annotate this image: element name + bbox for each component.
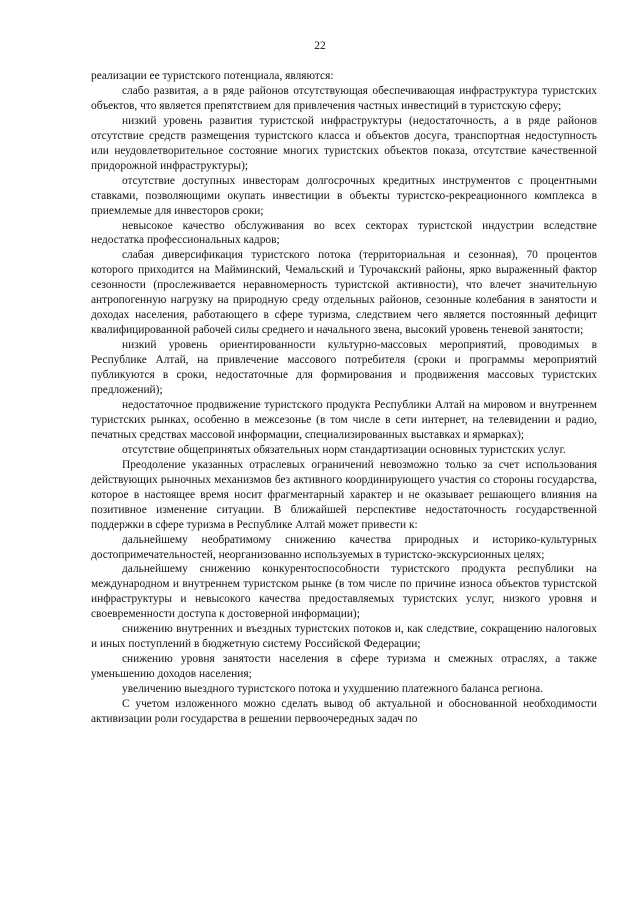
paragraph: слабо развитая, а в ряде районов отсутствующая обеспечивающая инфраструктура туристских объектов, что является препятствием для привлечения частных инвестиций в туристскую сферу; (91, 84, 597, 112)
paragraph: Преодоление указанных отраслевых ограничений невозможно только за счет использования действующих рыночных механизмов без активного координирующего участия со стороны государства, которое в настоящее время носит фрагментарный характер и не оказывает решающего влияния на позитивное изменение ситуации. В ближайшей перспективе недостаточность государственной поддержки в сфере туризма в Республике Алтай может привести к: (91, 458, 597, 531)
paragraph: недостаточное продвижение туристского продукта Республики Алтай на мировом и внутреннем туристских рынках, особенно в межсезонье (в том числе в сети интернет, на телевидении и радио, печатных средствах массовой информации, специализированных выставках и ярмарках); (91, 398, 597, 441)
paragraph: увеличению выездного туристского потока и ухудшению платежного баланса региона. (122, 683, 544, 696)
body-text (91, 69, 597, 727)
paragraph: отсутствие доступных инвесторам долгосрочных кредитных инструментов с процентными ставками, позволяющими окупать инвестиции в объекты туристско-рекреационного комплекса в приемлемые для инвесторов сроки; (91, 174, 597, 217)
paragraph: невысокое качество обслуживания во всех секторах туристской индустрии вследствие недостатка профессиональных кадров; (91, 219, 597, 247)
paragraph: дальнейшему снижению конкурентоспособности туристского продукта республики на международном и внутреннем туристском рынке (в том числе по причине износа объектов туристской инфраструктуры и невысокого качества предоставляемых туристских услуг, низкого уровня и своевременности доступа к достоверной информации); (91, 563, 597, 621)
paragraph: снижению уровня занятости населения в сфере туризма и смежных отраслях, а также уменьшению доходов населения; (91, 653, 597, 681)
paragraph: дальнейшему необратимому снижению качества природных и историко-культурных достопримечательностей, неорганизованно используемых в туристско-экскурсионных целях; (91, 533, 597, 561)
paragraph: низкий уровень ориентированности культурно-массовых мероприятий, проводимых в Республике Алтай, на привлечение массового потребителя (сроки и программы мероприятий публикуются в сроки, недостаточные для формирования и продвижения массовых туристских предложений); (91, 339, 597, 397)
paragraph: С учетом изложенного можно сделать вывод об актуальной и обоснованной необходимости активизации роли государства в решении первоочередных задач по (91, 698, 597, 725)
paragraph: слабая диверсификация туристского потока (территориальная и сезонная), 70 процентов которого приходится на Майминский, Чемальский и Турочакский районы, ярко выраженный фактор сезонности (прослеживается неравномерность туристской активности), что влечет значительную антропогенную нагрузку на природную среду отдельных районов, сезонные колебания в занятости и доходах населения, работающего в сфере туризма, следствием чего является постоянный дефицит квалифицированной рабочей силы среднего и начального звена, высокий уровень теневой занятости; (91, 249, 597, 337)
paragraph: низкий уровень развития туристской инфраструктуры (недостаточность, а в ряде районов отсутствие средств размещения туристского класса и объектов досуга, транспортная недоступность или неудовлетворительное состояние многих туристских объектов показа, отсутствие качественной придорожной инфраструктуры); (91, 114, 597, 172)
paragraph: отсутствие общепринятых обязательных норм стандартизации основных туристских услуг. (122, 443, 566, 456)
paragraph: реализации ее туристского потенциала, являются: (91, 70, 334, 82)
page-number: 22 (314, 40, 326, 52)
paragraph: снижению внутренних и въездных туристских потоков и, как следствие, сокращению налоговых и иных поступлений в бюджетную систему Российской Федерации; (91, 623, 597, 651)
